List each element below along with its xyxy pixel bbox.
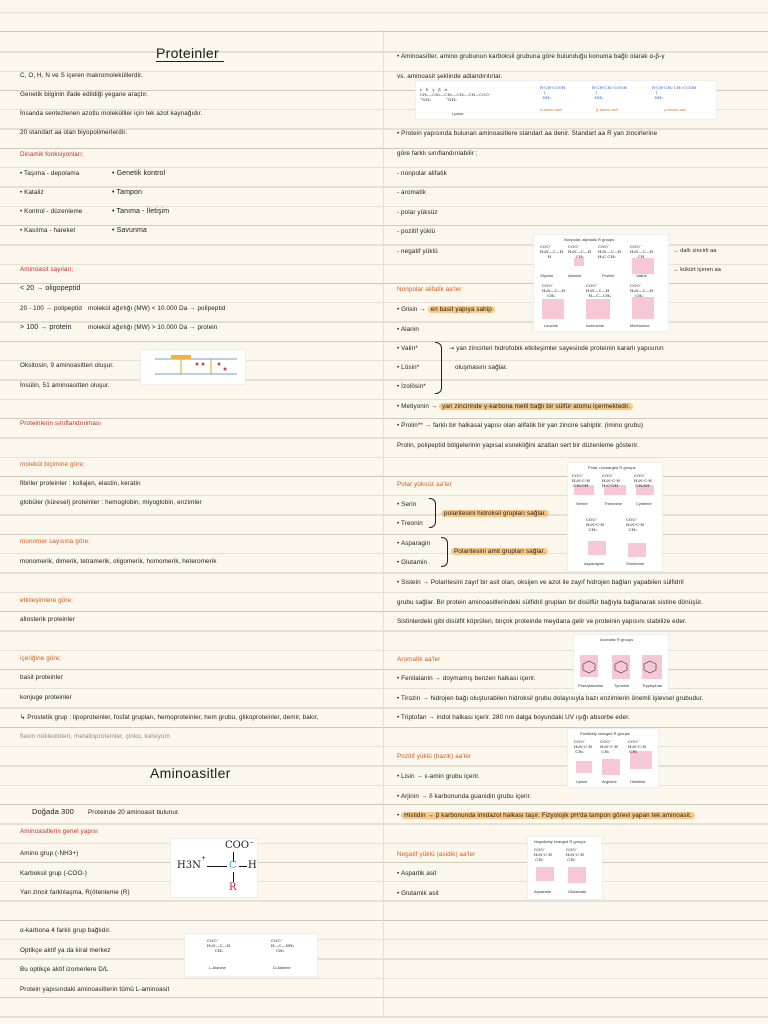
r-group-highlight — [602, 759, 620, 775]
text-line: polaritesini hidroksil grupları sağlar. — [441, 510, 549, 518]
figure-caption: Glycine — [540, 273, 554, 278]
section-heading: Nonpolar alifatik aa'ler — [397, 286, 462, 293]
role-item: • Tanıma - İletişim — [112, 208, 170, 215]
glutamine-structure: COO⁻ H₃N-C-H CH₂ — [626, 517, 644, 532]
cysteine-structure: COO⁻ H₃N-C-H CH₂SH — [634, 473, 652, 488]
figure-caption: Cysteine — [636, 501, 652, 506]
serine-structure: COO⁻ H₃N-C-H CH₂OH — [572, 473, 590, 488]
annotation: → kükürt içeren aa — [673, 267, 721, 273]
asparagine-structure: COO⁻ H₃N-C-H CH₂ — [586, 517, 604, 532]
figure-caption: Glutamate — [568, 889, 587, 894]
r-group-highlight — [568, 867, 586, 883]
figure-caption: D-Alanine — [273, 965, 291, 970]
figure-title: Aromatic R groups — [600, 637, 634, 642]
figure-caption: Histidine — [630, 779, 646, 784]
bond — [207, 866, 227, 867]
insulin-chain-figure — [140, 349, 246, 385]
text-line: Polaritesini amit grupları sağlar. — [451, 548, 548, 556]
figure-caption: β-amino asit — [596, 107, 618, 112]
text-line: > 100 → protein — [20, 324, 72, 331]
subsection-heading: içeriğine göre; — [20, 655, 62, 662]
r-group-highlight — [588, 541, 606, 555]
text-line: Sistinlerdeki gibi disülfit köprüleri, birçok proteinde meydana gelir ve proteinin yapısını stabilize eder. — [397, 618, 687, 625]
figure-caption: Lysine — [452, 111, 464, 116]
section-heading: Pozitif yüklü (bazik) aa'ler — [397, 753, 471, 760]
nonpolar-r-groups-figure — [533, 234, 669, 332]
figure-caption: Alanine — [568, 273, 582, 278]
section-heading: Proteinlerin sınıflandırılması — [20, 420, 102, 427]
role-item: • Genetik kontrol — [112, 170, 166, 177]
amino-acid-item: • Tirozin → hidrojen bağı oluşturabilen hidroksil grubu dolayısıyla bazı enzimlerin önemli işlevsel grubudur. — [397, 695, 704, 702]
negative-r-groups-figure — [527, 836, 603, 900]
section-heading: Dinamik fonksiyonları; — [20, 151, 84, 158]
text-line: globüler (küresel) proteinler : hemoglobin, miyoglobin, enzimler — [20, 499, 202, 506]
amino-acid-item: • Arjinin → δ karbonunda guanidin grubu içerir. — [397, 793, 532, 800]
amino-acid-item: • Histidin → β karbonunda imidazol halkası taşır. Fizyolojik pH'da tampon görevi yapan tek aminoasit. — [397, 812, 695, 820]
figure-caption: α-amino asit — [540, 107, 562, 112]
amino-label: H3N — [177, 860, 201, 871]
figure-caption: Leucine — [544, 323, 559, 328]
r-group-highlight — [536, 867, 554, 881]
r-group-highlight — [542, 299, 564, 319]
text-line: İnsülin, 51 aminoasitten oluşur. — [20, 382, 110, 389]
r-group-highlight — [632, 297, 654, 319]
figure-caption: Valine — [636, 273, 647, 278]
peptide-chain-icon — [141, 350, 245, 384]
histidine-r-structure: COO⁻ H₃N-C-H CH₂ — [628, 739, 646, 754]
amino-acid-structure-figure — [170, 838, 258, 898]
alpha-carbon-label: C — [229, 860, 237, 871]
text-line: vs. aminoasit şeklinde adlandırılırlar. — [397, 73, 503, 80]
alpha-aa-structure: R-CH-COOH | NH₂ — [540, 85, 566, 100]
amino-acid-item: • Prolin** → farklı bir halkasal yapısı olan alifatik bir yan zincire sahiptir. (imino grubu) — [397, 422, 644, 429]
figure-title: Positively charged R groups — [580, 731, 630, 736]
l-alanine-structure: COO⁻ H₃N—C—H CH₃ — [207, 938, 231, 953]
amino-acid-item: • Aspartik asit — [397, 870, 437, 877]
alpha-beta-gamma-figure — [415, 80, 717, 120]
amino-acid-item: • Metiyonin → yan zincirinde γ-karbona metil bağlı bir sülfür atomu içermektedir. — [397, 403, 633, 411]
text-line: Doğada 300 — [32, 807, 74, 816]
section-heading: Aminoasitlerin genel yapısı — [20, 828, 98, 835]
annotation: → dallı zincirli aa — [673, 248, 717, 254]
text-line: α-karbona 4 farklı grup bağlıdır. — [20, 927, 111, 934]
figure-caption: Isoleucine — [586, 323, 605, 328]
text-line: 20 - 100 → polipeptid — [20, 305, 82, 312]
section-heading: Negatif yüklü (asidik) aa'ler — [397, 851, 476, 858]
role-item: • Tampon — [112, 189, 142, 196]
lysine-structure: ε δ γ β α CH₂—CH₂—CH₂—CH₂—CH—COO⁻ ⁺NH₃ ⁺NH₃ — [420, 87, 491, 102]
d-alanine-structure: COO⁻ H—C—NH₃ CH₃ — [271, 938, 295, 953]
text-line: Amino grup (-NH3+) — [20, 850, 79, 857]
amino-acid-item: • Glutamik asit — [397, 890, 439, 897]
text-line: flavin nükleotitleri, metalloproteinler, çinko, kalsiyum — [20, 733, 170, 740]
aromatic-r-groups-figure — [573, 634, 669, 694]
page-title-aminoasitler: Aminoasitler — [150, 765, 231, 781]
class-item: - pozitif yüklü — [397, 228, 436, 235]
figure-caption: Methionine — [630, 323, 650, 328]
text-line: konjuge proteinler — [20, 694, 72, 701]
text-line: oluşmasını sağlar. — [455, 364, 508, 371]
isoleucine-structure: COO⁻ H₃N—C—H H—C—CH₃ — [586, 283, 612, 298]
text-line: allosterik proteinler — [20, 616, 75, 623]
subsection-heading: monomer sayısına göre; — [20, 538, 91, 545]
column-divider — [383, 30, 384, 1015]
amino-acid-item: • Asparagin — [397, 540, 431, 547]
figure-caption: L-Alanine — [209, 965, 226, 970]
figure-caption: Tryptophan — [642, 683, 663, 688]
figure-caption: Proline — [602, 273, 615, 278]
r-group-label: R — [229, 882, 237, 893]
text-line: fibriler proteinler : kollajen, elastin, keratin — [20, 480, 141, 487]
text-line: molekül ağırlığı (MW) < 10.000 Da → polipeptid — [88, 305, 226, 312]
polar-r-groups-figure — [567, 462, 663, 572]
threonine-structure: COO⁻ H₃N-C-H H-C-OH — [602, 473, 620, 488]
subsection-heading: molekül biçimine göre; — [20, 461, 85, 468]
carboxyl-label: COO⁻ — [225, 840, 255, 851]
text-line: < 20 → oligopeptid — [20, 285, 81, 292]
bond — [233, 872, 234, 882]
section-heading: Aminoasit sayıları; — [20, 266, 74, 273]
arginine-r-structure: COO⁻ H₃N-C-H CH₂ — [600, 739, 618, 754]
lysine-r-structure: COO⁻ H₃N-C-H CH₂ — [574, 739, 592, 754]
figure-title: Negatively charged R groups — [534, 839, 586, 844]
r-group-highlight — [628, 543, 646, 557]
alanine-structure: COO⁻ H₃N—C—H CH₃ — [568, 244, 592, 259]
figure-caption: Tyrosine — [614, 683, 630, 688]
figure-caption: Aspartate — [534, 889, 552, 894]
text-line: molekül ağırlığı (MW) > 10.000 Da → protein — [88, 324, 218, 331]
amino-acid-item: • Glisin → en basit yapıya sahip — [397, 306, 495, 314]
role-item: • Taşıma - depolama — [20, 170, 80, 177]
amino-acid-item: • Alanin — [397, 326, 419, 333]
gamma-aa-structure: R-CH-CH₂-CH₂-COOH | NH₂ — [652, 85, 697, 100]
amino-acid-item: • Lösin* — [397, 364, 420, 371]
text-line: ↳ Prostetik grup : lipoproteinler, fosfat grupları, hemoproteinler, hem grubu, glikoproteinler, demir, bakır, — [20, 714, 319, 721]
text-line: Prolin, polipeptid bölgelerinin yapısal esnekliğini azaltan sert bir düzenleme gösterir. — [397, 442, 639, 449]
text-line: Optikçe aktif ya da kiral merkez — [20, 947, 111, 954]
figure-caption: γ-amino asit — [664, 107, 686, 112]
text-line: monomerik, dimerik, tetramerik, oligomerik, homomerik, heteromerik — [20, 558, 217, 565]
r-group-highlight — [586, 299, 610, 319]
text-line: Oksitosin, 9 aminoasitten oluşur. — [20, 362, 114, 369]
text-line: • Protein yapısında bulunan aminoasitlere standart aa denir. Standart aa R yan zincirlerine — [397, 130, 658, 137]
grouping-brace — [441, 537, 448, 567]
amino-acid-item: • Sistein → Polaritesini zayıf bir asit olan, oksijen ve azot ile zayıf hidrojen bağları yapabilen sülfidril — [397, 579, 684, 586]
text-line: 20 standart aa olan biyopolimerlerdir. — [20, 129, 128, 136]
text-line: göre farklı sınıflandırılabilir : — [397, 150, 478, 157]
section-heading: Aromatik aa'ler — [397, 656, 441, 663]
text-line: • Aminoasitler, amino grubunun karboksil grubuna göre bulunduğu konuma bağlı olarak α-β-γ — [397, 53, 665, 60]
amino-acid-item: • İzolösin* — [397, 383, 426, 390]
text-line: Yan zincir farklılaşma, R(ötenleme (R) — [20, 889, 130, 896]
text-line: Protein yapısındaki aminoasitlerin tümü L-aminoasit — [20, 986, 170, 993]
title-underline — [156, 61, 224, 62]
role-item: • Kontrol - düzenleme — [20, 208, 83, 215]
beta-aa-structure: R-CH-CH₂-COOH | NH₂ — [592, 85, 627, 100]
text-line: C, O, H, N ve S içeren makromoleküllerdir. — [20, 72, 143, 79]
grouping-brace — [435, 342, 442, 394]
text-line: Proteinde 20 aminoasit bulunur. — [88, 809, 180, 816]
aspartate-structure: COO⁻ H₃N-C-H CH₂ — [534, 847, 552, 862]
proline-structure: COO⁻ H₂N—C—H H₂C CH₂ — [598, 244, 622, 259]
amino-acid-item: • Valin* — [397, 345, 418, 352]
class-item: - nonpolar alifatik — [397, 170, 447, 177]
class-item: - polar yüksüz — [397, 209, 438, 216]
figure-caption: Asparagine — [584, 561, 605, 566]
text-line: grubu sağlar. Bir protein aminoasitlerindeki sülfidril grupları bir disülfür bağıyla bağlanarak sistine dönüşür. — [397, 599, 703, 606]
charge-label: + — [201, 855, 207, 862]
amino-acid-item: • Triptofan → indol halkası içerir. 280 nm dalga boyundaki UV ışığı absorbe eder. — [397, 714, 630, 721]
hydrogen-label: H — [248, 860, 257, 871]
figure-title: Nonpolar, aliphatic R groups — [564, 237, 615, 242]
l-d-alanine-figure — [184, 933, 318, 977]
text-line: Bu optikçe aktif izomerlere D/L — [20, 966, 109, 973]
role-item: • Kataliz — [20, 189, 44, 196]
role-item: • Kasılma - hareket — [20, 227, 76, 234]
grouping-brace — [429, 498, 436, 528]
figure-caption: Arginine — [602, 779, 617, 784]
r-group-highlight — [632, 258, 654, 274]
figure-title: Polar, uncharged R groups — [588, 465, 636, 470]
amino-acid-item: • Lisin → ε-amin grubu içerir. — [397, 773, 480, 780]
methionine-structure: COO⁻ H₃N—C—H CH₂ — [630, 283, 654, 298]
glutamate-structure: COO⁻ H₃N-C-H CH₂ — [566, 847, 584, 862]
page-title-proteinler: Proteinler — [156, 45, 219, 61]
r-group-highlight — [574, 258, 584, 266]
amino-acid-item: • Fenilalanin → doymamış benzen halkası içerir. — [397, 675, 536, 682]
text-line: basit proteinler — [20, 674, 63, 681]
text-line: İnsanda sentezlenen azotlu molekülller için tek azot kaynağıdır. — [20, 110, 203, 117]
amino-acid-item: • Serin — [397, 501, 417, 508]
class-item: - aromatik — [397, 189, 426, 196]
class-item: - negatif yüklü — [397, 248, 438, 255]
r-group-highlight — [576, 761, 592, 773]
leucine-structure: COO⁻ H₃N—C—H CH₂ — [542, 283, 566, 298]
figure-caption: Threonine — [604, 501, 623, 506]
amino-acid-item: • Treonin — [397, 520, 423, 527]
positive-r-groups-figure — [567, 728, 659, 788]
figure-caption: Lysine — [576, 779, 588, 784]
valine-structure: COO⁻ H₃N—C—H CH — [630, 244, 654, 259]
text-line: Genetik bilginin ifade edildiği yegane araçtır. — [20, 91, 148, 98]
section-heading: Polar yüksüz aa'ler — [397, 481, 452, 488]
text-line: Karboksil grup (-COO-) — [20, 870, 87, 877]
figure-caption: Glutamine — [626, 561, 645, 566]
text-line: → yan zincirleri hidrofobik etkileşimler sayesinde proteinin kararlı yapısının — [449, 345, 664, 352]
bond — [239, 866, 247, 867]
figure-caption: Phenylalanine — [578, 683, 604, 688]
amino-acid-item: • Glutamin — [397, 559, 428, 566]
role-item: • Savunma — [112, 227, 147, 234]
subsection-heading: etkileşimlere göre; — [20, 597, 73, 604]
glycine-structure: COO⁻ H₃N—C—H H — [540, 244, 564, 259]
figure-caption: Serine — [576, 501, 588, 506]
